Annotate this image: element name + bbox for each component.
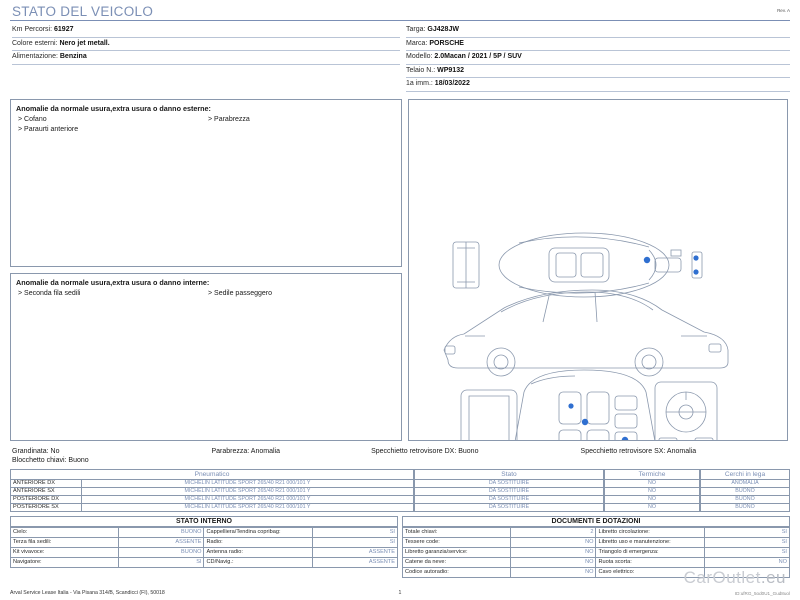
tyre-model: MICHELIN LATITUDE SPORT 265/40 R21 000/101 Y [82,479,414,487]
external-damage-title: Anomalie da normale usura,extra usura o danno esterne: [16,103,211,113]
tyre-position: POSTERIORE SX [11,503,82,511]
divider [12,64,400,65]
document-key: Libretto garanzia/service: [403,547,511,557]
tyre-model: MICHELIN LATITUDE SPORT 265/40 R21 000/101 Y [82,487,414,495]
note-grandinata: Grandinata: No [12,447,60,455]
watermark-suffix: .eu [760,568,786,587]
table-row [605,503,700,511]
note-specchietto-dx: Specchietto retrovisore DX: Buono [371,447,479,455]
tyre-termiche: NO [605,479,700,487]
header-field-colore: Colore esterni: Nero jet metall. [12,39,110,47]
tyres-cerchi-table [700,469,790,512]
divider [406,50,790,51]
interior-value: ASSENTE [119,537,204,547]
header-field-targa: Targa: GJ428JW [406,26,459,33]
damage-item: > Paraurti anteriore [18,125,79,133]
external-damage-col1 [16,115,206,135]
header-left-column [10,25,400,93]
table-row [605,495,700,503]
table-row [11,495,414,503]
table-row [11,527,398,537]
damage-item: > Cofano [18,115,47,123]
document-key: Tessere code: [403,537,511,547]
tyres-header-stato: Stato [415,469,604,479]
tyre-position: ANTERIORE DX [11,479,82,487]
table-row [403,527,790,537]
damage-text-column [10,99,402,441]
interior-key: Terza fila sedili: [11,537,119,547]
interior-value: ASSENTE [312,547,397,557]
divider [406,91,790,92]
document-key: Catene da neve: [403,557,511,567]
page-footer [10,590,790,596]
document-key: Totale chiavi: [403,527,511,537]
interior-value: BUONO [119,547,204,557]
document-value: SI [704,537,789,547]
document-key: Codice autoradio: [403,567,511,577]
note-parabrezza: Parabrezza: Anomalia [211,447,280,455]
header-field-telaio: Telaio N.: WP9132 [406,66,464,74]
notes-row [12,447,790,457]
tyre-cerchi: BUONO [701,503,790,511]
bottom-sections [10,516,790,578]
interior-title: STATO INTERNO [10,516,398,527]
document-value: NO [704,557,789,567]
table-row [701,479,790,487]
interior-key: CD/Navig.: [204,557,312,567]
table-row [415,495,604,503]
table-row [701,503,790,511]
document-key: Libretto circolazione: [596,527,704,537]
tyre-termiche: NO [605,487,700,495]
header-field-marca: Marca: PORSCHE [406,39,464,47]
interior-section [10,516,398,578]
interior-key: Antenna radio: [204,547,312,557]
internal-damage-box [10,273,402,441]
damage-item: > Sedile passeggero [208,289,273,297]
tyres-header-termiche: Termiche [605,469,700,479]
tyre-stato: DA SOSTITUIRE [415,503,604,511]
tyre-cerchi: BUONO [701,487,790,495]
table-header-row [415,469,604,479]
page-title: STATO DEL VEICOLO [12,4,154,19]
external-damage-box [10,99,402,267]
external-damage-col2 [206,115,396,135]
tyre-cerchi: ANOMALIA [701,479,790,487]
interior-table [10,527,398,568]
interior-key: Cappelliera/Tendina copribag: [204,527,312,537]
interior-value: SI [312,527,397,537]
damage-panels [10,99,790,441]
watermark [684,568,786,588]
interior-value: SI [312,537,397,547]
tyres-stato-table [414,469,604,512]
title-divider [10,20,790,21]
tyres-main-table [10,469,414,512]
document-value: 2 [511,527,596,537]
tyre-stato: DA SOSTITUIRE [415,487,604,495]
document-value: SI [704,527,789,537]
table-header-row [701,469,790,479]
documents-title: DOCUMENTI E DOTAZIONI [402,516,790,527]
vehicle-header [10,25,790,93]
footer-page-number: 1 [398,590,402,596]
internal-damage-col1 [16,289,206,299]
header-field-modello: Modello: 2.0Macan / 2021 / 5P / SUV [406,53,522,60]
table-row [415,487,604,495]
table-row [605,487,700,495]
interior-key: Navigatore: [11,557,119,567]
footer-code: ID:ufRG_5od0U1_Gud8uol [734,591,790,596]
document-value: NO [511,557,596,567]
external-damage-list [11,115,401,135]
header-field-alimentazione: Alimentazione: Benzina [12,53,87,60]
watermark-text: CarOutlet [683,568,761,587]
table-row [403,537,790,547]
document-key: Ruota scorta: [596,557,704,567]
vehicle-diagram [408,99,788,441]
vehicle-schematic-svg [409,100,787,440]
note-blocchetto-chiavi: Blocchetto chiavi: Buono [12,457,89,464]
table-header-row [605,469,700,479]
document-key: Libretto uso e manutenzione: [596,537,704,547]
table-row [11,479,414,487]
interior-key: Cielo: [11,527,119,537]
tyre-position: POSTERIORE DX [11,495,82,503]
tyre-model: MICHELIN LATITUDE SPORT 265/40 R21 000/101 Y [82,503,414,511]
damage-item: > Parabrezza [208,115,250,123]
notes-section [10,447,790,466]
footer-company: Arval Service Lease Italia - Via Pisana 314/B, Scandicci (FI), 50018 [10,590,165,596]
table-row [403,547,790,557]
revision-label: Rev. A [777,8,790,13]
tyre-position: ANTERIORE SX [11,487,82,495]
tyre-termiche: NO [605,503,700,511]
tyre-termiche: NO [605,495,700,503]
table-row [11,503,414,511]
table-row [701,487,790,495]
table-row [701,495,790,503]
interior-key: Kit vivavoce: [11,547,119,557]
divider [12,37,400,38]
table-row [415,503,604,511]
tyres-table [10,469,790,512]
document-value: NO [511,537,596,547]
interior-value: SI [119,557,204,567]
table-row [605,479,700,487]
document-value: SI [704,547,789,557]
table-row [11,537,398,547]
document-key: Cavo elettrico: [596,567,704,577]
internal-damage-title: Anomalie da normale usura,extra usura o danno interne: [16,277,210,287]
divider [12,50,400,51]
document-value: NO [511,567,596,577]
tyre-stato: DA SOSTITUIRE [415,479,604,487]
internal-damage-list [11,289,401,299]
table-row [11,557,398,567]
vehicle-diagram-column [408,99,788,441]
table-row [11,487,414,495]
table-row [11,547,398,557]
tyre-model: MICHELIN LATITUDE SPORT 265/40 R21 000/101 Y [82,495,414,503]
tyres-header-pneumatico: Pneumatico [11,469,414,479]
interior-value: BUONO [119,527,204,537]
document-key: Triangolo di emergenza: [596,547,704,557]
table-row [415,479,604,487]
header-field-km: Km Percorsi: 61927 [12,26,74,33]
divider [406,37,790,38]
internal-damage-col2 [206,289,396,299]
divider [406,77,790,78]
interior-key: Radio: [204,537,312,547]
note-specchietto-sx: Specchietto retrovisore SX: Anomalia [580,447,697,455]
interior-value: ASSENTE [312,557,397,567]
header-field-immatricolazione: 1a imm.: 18/03/2022 [406,80,470,87]
document-value: NO [511,547,596,557]
damage-item: > Seconda fila sedili [18,289,81,297]
header-right-column [400,25,790,93]
table-row [403,557,790,567]
tyres-termiche-table [604,469,700,512]
tyres-header-cerchi: Cerchi in lega [701,469,790,479]
tyre-stato: DA SOSTITUIRE [415,495,604,503]
divider [406,64,790,65]
table-header-row [11,469,414,479]
tyre-cerchi: BUONO [701,495,790,503]
